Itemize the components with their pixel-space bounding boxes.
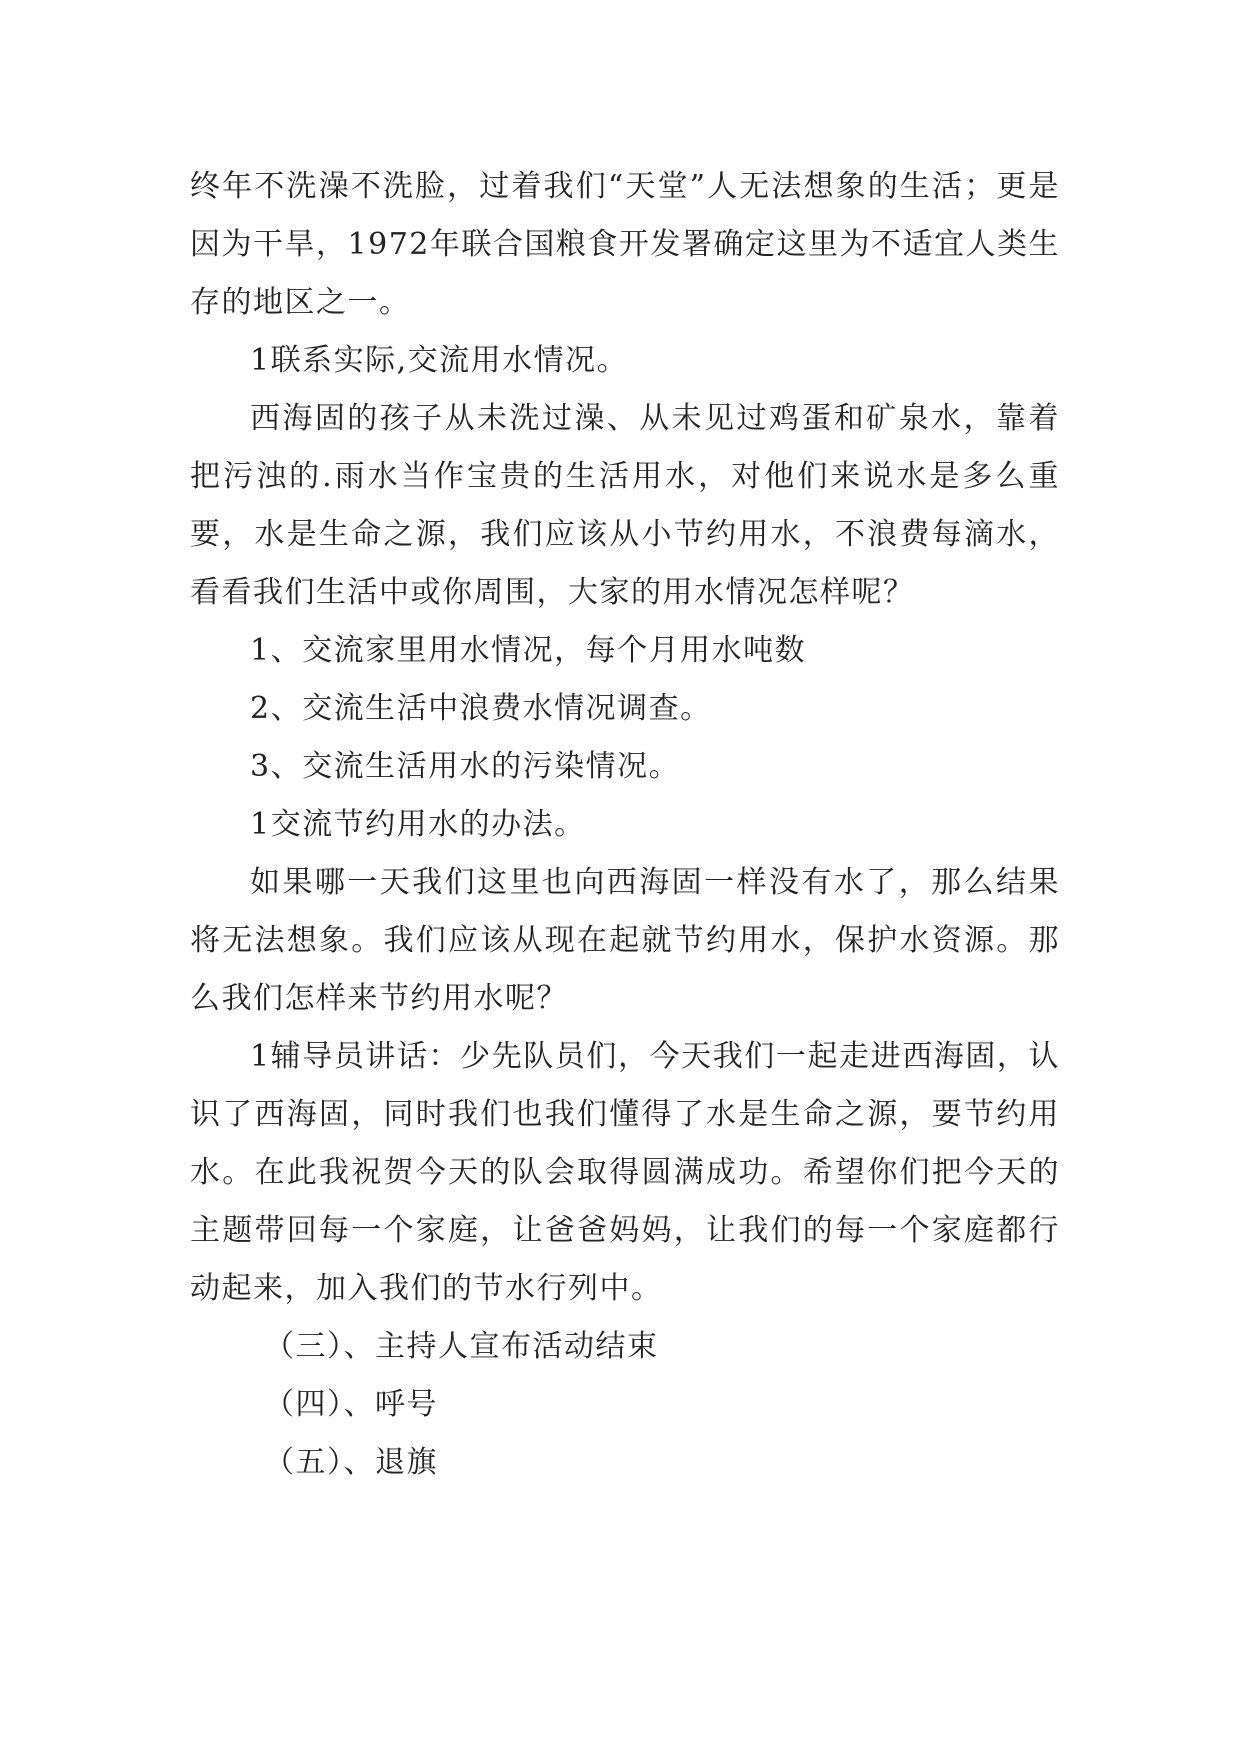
- paragraph-xihaigu-water: 西海固的孩子从未洗过澡、从未见过鸡蛋和矿泉水，靠着把污浊的.雨水当作宝贵的生活用水，对他们来说水是多么重要，水是生命之源，我们应该从小节约用水，不浪费每滴水，看看我们生活中或你周围，大家的用水情况怎样呢？: [190, 401, 1060, 610]
- paragraph-part-4: （四）、呼号: [264, 1387, 438, 1422]
- paragraph-saving-water: 如果哪一天我们这里也向西海固一样没有水了，那么结果将无法想象。我们应该从现在起就节约用水，保护水资源。那么我们怎样来节约用水呢？: [190, 865, 1060, 1016]
- paragraph-section-2-heading: 1交流节约用水的办法。: [250, 807, 586, 842]
- paragraph-list-item-2: 2、交流生活中浪费水情况调查。: [250, 691, 712, 726]
- paragraph-part-5: （五）、退旗: [264, 1445, 438, 1480]
- paragraph-list-item-1: 1、交流家里用水情况，每个月用水吨数: [250, 633, 807, 668]
- paragraph-section-1-heading: 1联系实际,交流用水情况。: [250, 343, 629, 378]
- paragraph-list-item-3: 3、交流生活用水的污染情况。: [250, 749, 681, 784]
- paragraph-counselor-speech: 1辅导员讲话：少先队员们，今天我们一起走进西海固，认识了西海固，同时我们也我们懂得了水是生命之源，要节约用水。在此我祝贺今天的队会取得圆满成功。希望你们把今天的主题带回每一个家庭，让爸爸妈妈，让我们的每一个家庭都行动起来，加入我们的节水行列中。: [190, 1039, 1060, 1306]
- paragraph-part-3: （三）、主持人宣布活动结束: [264, 1329, 659, 1364]
- paragraph-intro-continued: 终年不洗澡不洗脸，过着我们“天堂”人无法想象的生活；更是因为干旱，1972年联合国粮食开发署确定这里为不适宜人类生存的地区之一。: [190, 169, 1060, 320]
- document-body: [190, 158, 1060, 1492]
